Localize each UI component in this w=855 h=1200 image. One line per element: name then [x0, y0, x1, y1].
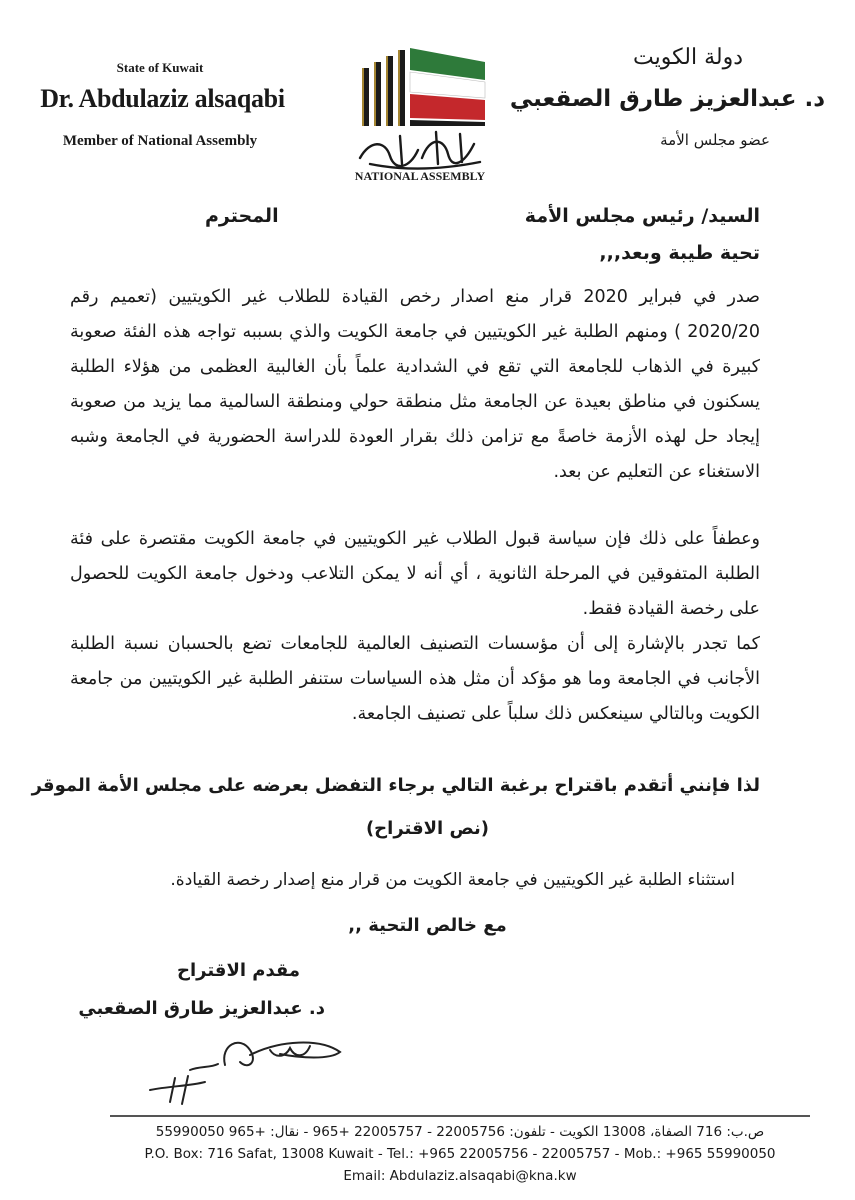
proposal-intro: لذا فإنني أتقدم باقتراح برغبة التالي برجاء التفضل بعرضه على مجلس الأمة الموقر: [31, 775, 760, 796]
paragraph-1: صدر في فبراير 2020 قرار منع اصدار رخص القيادة للطلاب غير الكويتيين (تعميم رقم 2020/20 ) ومنهم الطلبة غير الكويتيين في جامعة الكويت والذي بسببه تواجه هذه الفئة صعوبة كبيرة في الذهاب للجامعة التي تقع في الشدادية علماً بأن الغالبية العظمى من هؤلاء الطلبة يسكنون في مناطق بعيدة عن الجامعة مثل منطقة حولي ومنطقة السالمية مما يزيد من صعوبة إيجاد حل لهذه الأزمة خاصةً مع تزامن ذلك بقرار العودة للدراسة الحضورية في الجامعة وشبه الاستغناء عن التعليم عن بعد.: [70, 287, 761, 482]
arabic-state-title: دولة الكويت: [633, 45, 743, 70]
closing-line: مع خالص التحية ,,: [348, 915, 507, 936]
logo-caption: NATIONAL ASSEMBLY: [354, 169, 486, 183]
signatory-name: د. عبدالعزيز طارق الصقعبي: [78, 998, 325, 1019]
footer-divider: [110, 1115, 810, 1117]
proposal-text: استثناء الطلبة غير الكويتيين في جامعة الكويت من قرار منع إصدار رخصة القيادة.: [170, 870, 735, 890]
footer-email: Email: Abdulaziz.alsaqabi@kna.kw: [343, 1168, 577, 1184]
arabic-member-name: د. عبدالعزيز طارق الصقعبي: [509, 86, 825, 112]
respected-label: المحترم: [205, 205, 279, 227]
english-member-title: Member of National Assembly: [62, 133, 258, 149]
logo-calligraphy: [360, 132, 480, 169]
addressee-line: السيد/ رئيس مجلس الأمة: [524, 205, 760, 227]
arabic-member-title: عضو مجلس الأمة: [660, 131, 770, 149]
proposal-title: (نص الاقتراح): [365, 818, 490, 839]
greeting-line: تحية طيبة وبعد,,,: [599, 242, 760, 264]
national-assembly-logo: [340, 40, 500, 190]
proposer-label: مقدم الاقتراح: [176, 960, 300, 981]
english-member-name: Dr. Abdulaziz alsaqabi: [40, 84, 285, 113]
paragraph-3: كما تجدر بالإشارة إلى أن مؤسسات التصنيف العالمية للجامعات تضع بالحسبان نسبة الطلبة الأجانب في الجامعة وما هو مؤكد أن مثل هذه السياسات ستنفر الطلبة غير الكويتيين من جامعة الكويت وبالتالي سينعكس ذلك سلباً على تصنيف الجامعة.: [70, 634, 760, 724]
footer-english-address: P.O. Box: 716 Safat, 13008 Kuwait - Tel.: +965 22005756 - 22005757 - Mob.: +965 55990050: [144, 1146, 776, 1162]
paragraph-2: وعطفاً على ذلك فإن سياسة قبول الطلاب غير الكويتيين في جامعة الكويت مقتصرة على فئة الطلبة المتفوقين في المرحلة الثانوية ، أي أنه لا يمكن التلاعب ودخول جامعة الكويت للحصول على رخصة القيادة فقط.: [70, 529, 760, 619]
handwritten-signature: [130, 1030, 360, 1110]
footer-arabic-address: ص.ب: 716 الصفاة، 13008 الكويت - تلفون: 22005756 - 22005757 +965 - نقال: +965 55990050: [155, 1124, 765, 1140]
logo-red-band: [410, 94, 485, 120]
english-state-title: State of Kuwait: [116, 60, 204, 75]
